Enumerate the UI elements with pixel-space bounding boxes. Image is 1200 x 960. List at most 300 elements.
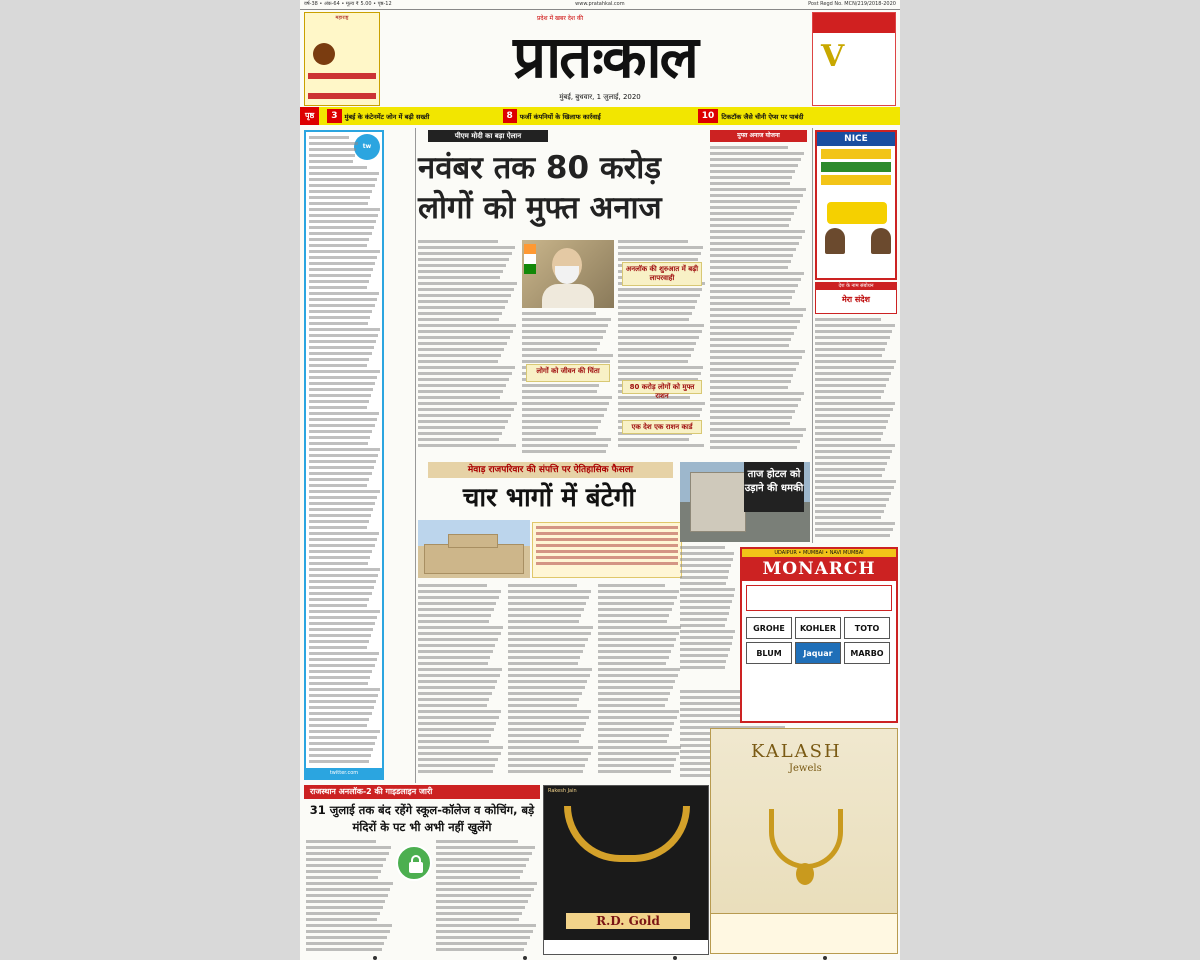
blur-tile [60,540,120,600]
text-line [680,588,735,591]
text-line [306,846,391,849]
text-line [309,346,374,349]
text-line [618,444,704,447]
text-line [309,394,371,397]
blur-tile [120,840,180,900]
text-line [309,418,377,421]
text-line [598,638,676,641]
blur-tile [180,60,240,120]
text-line [815,486,894,489]
text-line [710,380,791,383]
text-line [309,196,370,199]
text-line [508,734,581,737]
brand-logo: TOTO [844,617,890,639]
text-line [436,918,519,921]
text-line [436,840,518,843]
text-line [522,336,603,339]
text-line [815,426,886,429]
blur-tile [1020,60,1080,120]
blur-tile [120,660,180,720]
text-line [815,504,886,507]
masthead-tagline: प्रदेश में खबर देश की [536,15,584,22]
blur-tile [180,480,240,540]
text-line [309,748,373,751]
text-line [418,348,504,351]
text-line [710,146,788,149]
text-line [418,318,499,321]
text-line [418,632,501,635]
blur-tile [1080,600,1140,660]
pullquote: एक देश एक राशन कार्ड [622,420,702,434]
text-line [618,318,689,321]
text-line [309,736,377,739]
text-line [522,438,611,441]
text-line [618,240,688,243]
dateline: मुंबई, बुधवार, 1 जुलाई, 2020 [559,93,641,101]
text-line [680,570,729,573]
text-line [418,614,491,617]
text-line [522,384,599,387]
text-line [618,324,704,327]
text-line [418,668,502,671]
text-line [309,154,355,157]
blur-tile [1080,840,1140,900]
blur-tile [1140,0,1200,60]
text-line [522,390,597,393]
right-ad-header [813,13,895,33]
blur-tile [0,480,60,540]
second-bullets [532,522,682,578]
text-line [309,664,375,667]
text-line [309,430,372,433]
rajasthan-headline[interactable]: 31 जुलाई तक बंद रहेंगे स्कूल-कॉलेज व कोचिंग, बड़े मंदिरों के पट भी अभी नहीं खुलेंगे [309,803,535,834]
text-line [418,354,501,357]
blur-tile [900,180,960,240]
text-line [710,254,793,257]
text-line [815,414,890,417]
blur-tile [1020,660,1080,720]
blur-tile [1020,480,1080,540]
text-line [522,396,612,399]
taj-text [680,546,736,676]
monarch-logo: MONARCH [742,557,896,581]
text-line [522,426,598,429]
text-line [309,730,380,733]
text-line [710,314,803,317]
text-line [710,194,803,197]
second-headline[interactable]: चार भागों में बंटेगी [462,483,636,513]
text-line [598,746,681,749]
text-line [306,858,386,861]
text-line [598,602,674,605]
text-line [710,266,788,269]
rd-gold-ad[interactable] [543,785,709,955]
text-line [418,740,489,743]
blur-tile [1020,0,1080,60]
text-line [418,342,507,345]
brand-logo: GROHE [746,617,792,639]
text-line [598,734,669,737]
blur-tile [240,600,300,660]
blur-tile [900,540,960,600]
text-line [508,764,585,767]
text-line [309,712,372,715]
blur-tile [1080,720,1140,780]
text-line [436,852,532,855]
text-line [598,698,668,701]
text-line [598,644,674,647]
text-line [436,876,520,879]
blur-tile [60,480,120,540]
text-line [522,330,606,333]
bullet-line [536,544,678,547]
blur-tile [0,720,60,780]
kalash-ad[interactable] [710,728,898,954]
kalash-sub: Jewels [789,763,822,774]
right-ear-ad[interactable] [812,12,896,106]
gold-address [544,940,708,954]
blur-tile [1080,900,1140,960]
registration-marks [300,956,900,960]
lead-headline[interactable]: नवंबर तक 80 करोड़ लोगों को मुफ्त अनाज [418,150,662,226]
blur-tile [60,300,120,360]
text-line [680,564,731,567]
text-line [418,282,517,285]
text-line [680,618,727,621]
text-line [309,304,375,307]
text-line [815,402,895,405]
text-line [309,400,369,403]
text-line [815,528,893,531]
text-line [680,552,734,555]
text-line [418,312,502,315]
blur-tile [1020,720,1080,780]
text-line [598,596,677,599]
text-line [598,662,666,665]
top-strip [300,0,900,10]
blur-tile [1140,420,1200,480]
text-line [598,716,677,719]
nice-ad[interactable] [815,130,897,280]
blur-tile [1020,600,1080,660]
text-line [618,300,697,303]
text-line [815,396,881,399]
twitter-footer[interactable]: twitter.com [306,768,382,778]
text-line [309,694,378,697]
text-line [309,244,367,247]
blur-tile [120,780,180,840]
text-line [418,770,493,773]
text-line [508,596,589,599]
text-line [436,912,522,915]
text-line [418,390,503,393]
text-line [309,388,373,391]
text-line [815,480,896,483]
text-line [508,674,590,677]
text-line [436,906,525,909]
text-line [815,360,896,363]
text-line [815,462,887,465]
text-line [710,170,795,173]
teaser-text[interactable]: फर्जी कंपनियों के खिलाफ कार्रवाई [519,112,601,121]
text-line [508,626,593,629]
text-line [418,432,502,435]
text-line [815,372,891,375]
text-line [710,428,806,431]
blur-tile [180,180,240,240]
text-line [598,728,672,731]
right-col-text [815,318,897,543]
text-line [680,654,728,657]
blur-tile [1140,60,1200,120]
text-line [309,604,367,607]
text-line [309,688,380,691]
blur-tile [120,60,180,120]
blur-tile [120,180,180,240]
text-line [508,746,593,749]
gold-header: Rakesh Jain [548,788,577,794]
pullquote: अनलॉक की शुरुआत में बढ़ी लापरवाही [622,262,702,286]
blur-tile [60,0,120,60]
text-line [309,466,374,469]
blur-tile [1140,120,1200,180]
text-line [309,358,369,361]
website[interactable]: www.pratahkal.com [575,1,625,7]
lead-col1-text [418,240,518,455]
text-line [306,948,382,951]
text-line [309,448,380,451]
text-line [309,616,377,619]
blur-tile [1020,540,1080,600]
text-line [598,770,671,773]
blur-tile [1140,540,1200,600]
blur-tile [60,660,120,720]
text-line [309,658,377,661]
ad-band [821,175,891,185]
text-line [508,638,588,641]
text-line [815,510,884,513]
text-line [710,152,804,155]
blur-tile [960,0,1020,60]
bullet-line [536,538,678,541]
left-ear-ad[interactable] [304,12,380,106]
teaser-text[interactable]: टिकटॉक जैसे चीनी ऐप्स पर पाबंदी [721,112,804,121]
text-line [309,232,372,235]
person-photo [825,228,845,254]
text-line [508,602,586,605]
brand-grid [742,615,896,666]
text-line [418,716,499,719]
blur-tile [0,300,60,360]
text-line [309,310,372,313]
blur-tile [900,120,960,180]
text-line [309,724,367,727]
text-line [309,676,370,679]
text-line [815,522,895,525]
blur-tile [240,720,300,780]
text-line [436,900,528,903]
text-line [598,740,667,743]
blur-tile [960,780,1020,840]
text-line [618,414,700,417]
text-line [309,364,367,367]
blur-tile [1080,60,1140,120]
text-line [306,930,390,933]
text-line [508,680,587,683]
blur-tile [0,420,60,480]
blur-tile [1080,0,1140,60]
text-line [418,384,506,387]
text-line [309,202,368,205]
text-line [815,468,885,471]
text-line [710,440,800,443]
text-line [306,942,384,945]
text-line [309,670,372,673]
blur-tile [900,660,960,720]
text-line [309,250,380,253]
text-line [418,402,517,405]
text-line [598,608,672,611]
text-line [309,142,358,145]
text-line [508,590,591,593]
blur-tile [120,360,180,420]
teaser-num[interactable]: 3 [327,109,341,123]
bullet-line [536,562,678,565]
blur-tile [240,780,300,840]
twitter-icon: tw [354,134,380,160]
text-line [418,270,503,273]
text-line [618,402,705,405]
text-line [418,644,495,647]
text-line [815,366,894,369]
text-line [522,408,607,411]
blur-tile [1140,900,1200,960]
text-line [418,366,515,369]
teaser-num[interactable]: 10 [698,109,719,123]
text-line [306,888,390,891]
text-line [508,716,589,719]
text-line [309,754,371,757]
blur-tile [1020,240,1080,300]
blur-tile [60,840,120,900]
text-line [618,288,702,291]
text-line [598,722,674,725]
text-line [508,656,580,659]
text-line [710,320,800,323]
blur-tile [240,240,300,300]
text-line [618,336,699,339]
blur-tile [60,900,120,960]
text-line [710,176,792,179]
text-line [309,340,376,343]
text-line [418,620,489,623]
text-line [598,668,680,671]
blur-tile [240,900,300,960]
text-line [598,614,669,617]
text-line [522,324,608,327]
text-line [598,620,667,623]
text-line [309,580,376,583]
text-line [815,444,895,447]
palace-tower [448,534,498,548]
teaser-text[interactable]: मुंबई के कंटेनमेंट जोन में बढ़ी सख्ती [344,112,430,121]
text-line [508,752,591,755]
text-line [309,190,372,193]
teaser-num[interactable]: 8 [503,109,517,123]
brand-logo: Jaquar [795,642,841,664]
text-line [309,274,371,277]
text-line [309,574,378,577]
text-line [710,374,793,377]
reg-mark [523,956,527,960]
blur-tile [240,540,300,600]
taj-headline[interactable]: ताज होटल को उड़ाने की धमकी [744,462,804,512]
raj-col1-text [306,840,394,955]
blur-tile [240,60,300,120]
reg-mark [373,956,377,960]
issue-info: वर्ष-38 • अंक-64 • मूल्य ₹ 5.00 • पृष्ठ-12 [304,1,392,7]
text-line [309,178,377,181]
text-line [508,584,577,587]
text-line [618,354,691,357]
text-line [508,704,577,707]
text-line [815,456,890,459]
text-line [306,840,376,843]
text-line [598,632,679,635]
text-line [618,366,703,369]
text-line [680,636,733,639]
blur-tile [1020,360,1080,420]
text-line [418,638,498,641]
ad-bar [308,93,376,99]
text-line [309,568,380,571]
text-line [436,870,523,873]
text-line [418,300,508,303]
flag-icon [524,244,536,274]
text-line [309,508,373,511]
blur-tile [180,780,240,840]
blur-tile [0,60,60,120]
masthead-title: प्रातःकाल [513,23,697,91]
blur-tile [0,840,60,900]
text-line [309,238,369,241]
blur-tile [180,540,240,600]
text-line [309,496,377,499]
text-line [309,262,375,265]
text-line [306,894,388,897]
text-line [306,912,380,915]
blur-tile [240,0,300,60]
text-line [618,360,688,363]
blur-tile [1140,600,1200,660]
text-line [309,478,369,481]
blur-tile [1020,120,1080,180]
blur-tile [1140,780,1200,840]
monarch-ad[interactable] [740,547,898,723]
text-line [309,370,380,373]
text-line [309,454,378,457]
text-line [436,936,530,939]
blur-tile [0,540,60,600]
text-line [309,442,368,445]
text-line [309,166,367,169]
blur-tile [180,660,240,720]
text-line [418,656,490,659]
text-line [710,206,797,209]
text-line [418,288,514,291]
blur-tile [0,360,60,420]
text-line [710,368,796,371]
